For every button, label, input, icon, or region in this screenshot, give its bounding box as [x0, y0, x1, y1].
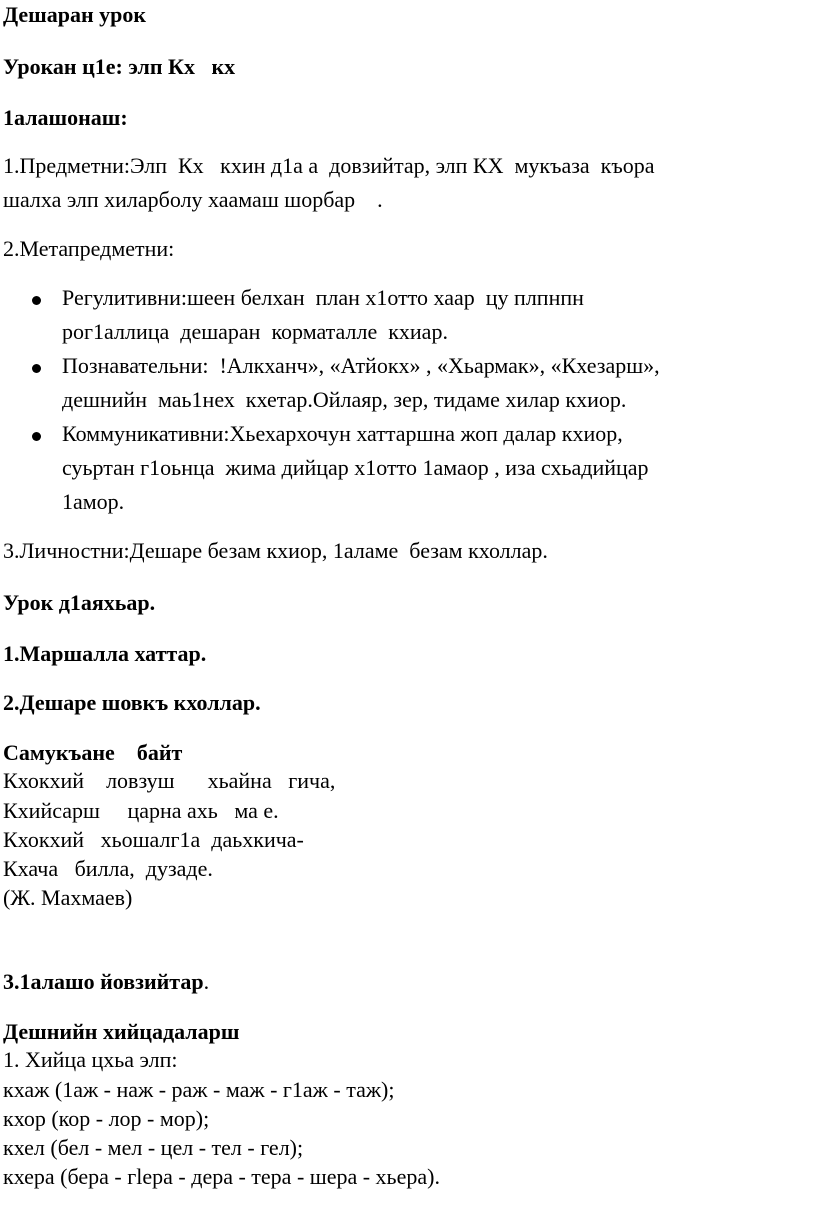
bullet-icon [32, 364, 41, 373]
poem-title: Самукъане байт [3, 740, 183, 765]
poem-author: (Ж. Махмаев) [3, 885, 133, 910]
meta-item-1-line-2: рог1аллица дешаран корматалле кхиар. [62, 319, 448, 344]
goals-heading: 1алашонаш: [3, 105, 128, 130]
poem-line-1: Кхокхий ловзуш хьайна гича, [3, 768, 336, 793]
task-line-2: кхаж (1аж - наж - раж - маж - г1аж - таж); [3, 1077, 395, 1102]
step-3-goal [3, 971, 209, 993]
step-3-goal-text: 3.1алашо йовзийтар [3, 969, 204, 994]
poem-line-2: Кхийсарш царна ахь ма е. [3, 798, 279, 823]
meta-item-1-line-1: Регулитивни:шеен белхан план х1отто хаар цу плпнпн [62, 285, 584, 310]
meta-item-3-line-2: суьртан г1оьнца жима дийцар х1отто 1амаор , иза схьадийцар [62, 455, 649, 480]
task-line-4: кхел (бел - мел - цел - тел - гел); [3, 1135, 304, 1160]
bullet-icon [32, 296, 41, 305]
meta-item-2-line-2: дешнийн маь1нех кхетар.Ойлаяр, зер, тидаме хилар кхиор. [62, 387, 627, 412]
task-line-5: кхера (бера - гlера - дера - тера - шера - хьера). [3, 1164, 440, 1189]
lesson-progress-heading: Урок д1аяхьар. [3, 590, 156, 615]
lesson-title: Дешаран урок [3, 2, 147, 27]
task-line-3: кхор (кор - лор - мор); [3, 1106, 210, 1131]
meta-heading: 2.Метапредметни: [3, 236, 175, 261]
step-1-greeting: 1.Маршалла хаттар. [3, 641, 207, 666]
meta-item-3-line-3: 1амор. [62, 489, 125, 514]
meta-item-2-line-1: Познавательни: !Алкханч», «Атйокх» , «Хьармак», «Кхезарш», [62, 353, 660, 378]
task-line-1: 1. Хийца цхьа элп: [3, 1047, 178, 1072]
personal-goal: 3.Личностни:Дешаре безам кхиор, 1аламе безам кхоллар. [3, 538, 548, 563]
subject-goal-line-1: 1.Предметни:Элп Кх кхин д1а а довзийтар, элп КХ мукъаза къора [3, 153, 655, 178]
lesson-topic: Урокан ц1е: элп Кх кх [3, 54, 236, 79]
tasks-heading: Дешнийн хийцадаларш [3, 1019, 240, 1044]
bullet-icon [32, 432, 41, 441]
poem-line-3: Кхокхий хьошалг1а даьхкича- [3, 827, 304, 852]
poem-line-4: Кхача билла, дузаде. [3, 856, 213, 881]
subject-goal-line-2: шалха элп хиларболу хаамаш шорбар . [3, 187, 383, 212]
step-3-goal-dot: . [203, 969, 210, 994]
meta-item-3-line-1: Коммуникативни:Хьехархочун хаттаршна жоп далар кхиор, [62, 421, 623, 446]
step-2-motivation: 2.Дешаре шовкъ кхоллар. [3, 690, 261, 715]
